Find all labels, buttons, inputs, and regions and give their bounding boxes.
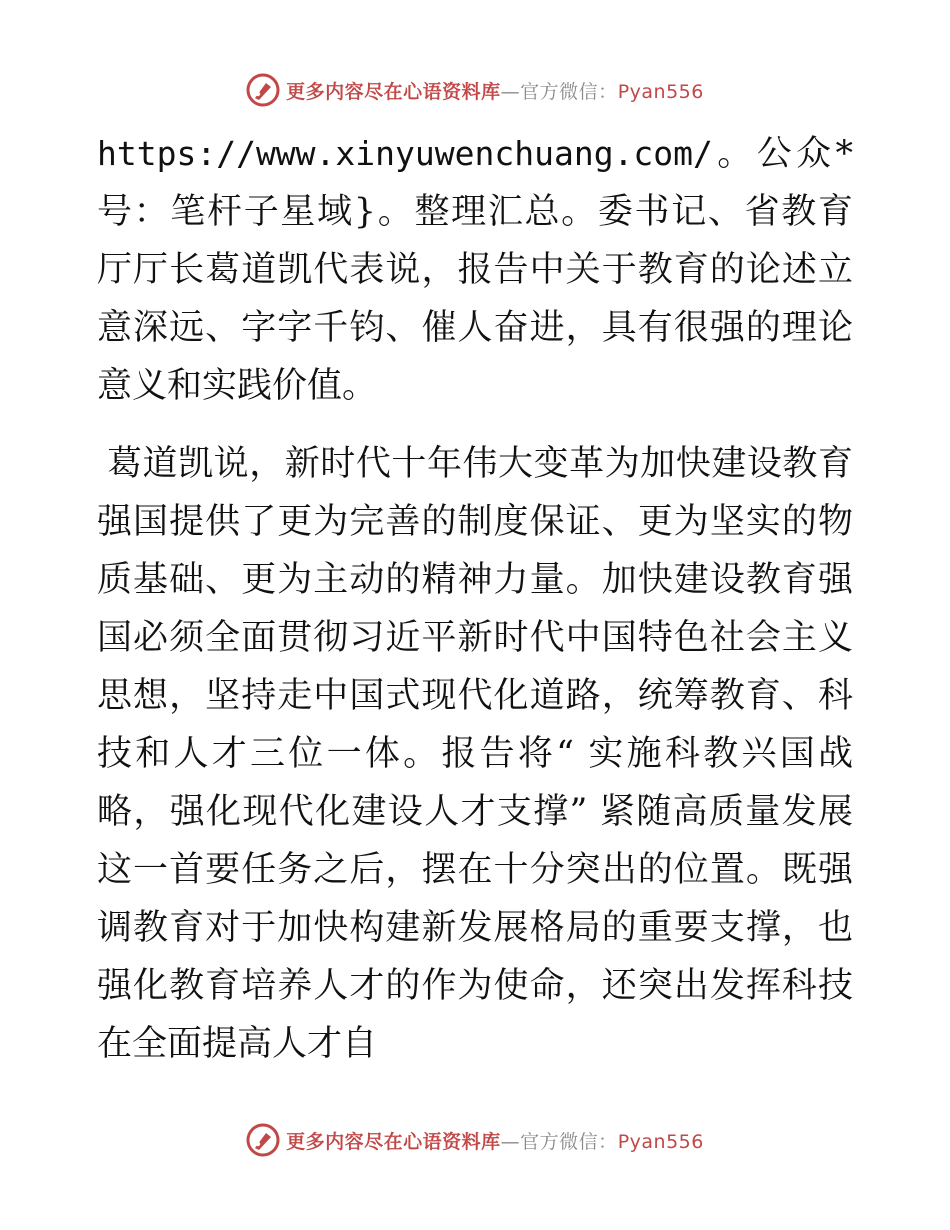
banner-separator: —	[500, 1130, 521, 1153]
pen-nib-circle-icon	[246, 73, 280, 107]
banner-wechat-id: Pyan556	[617, 1130, 704, 1153]
banner-wechat-label: 官方微信：	[520, 80, 618, 103]
website-url: https://www.xinyuwenchuang.com/	[97, 134, 713, 173]
banner-main-text: 更多内容尽在心语资料库	[286, 1130, 501, 1153]
paragraph-1	[97, 125, 853, 415]
paragraph-2: 葛道凯说，新时代十年伟大变革为加快建设教育强国提供了更为完善的制度保证、更为坚实的物质基础、更为主动的精神力量。加快建设教育强国必须全面贯彻习近平新时代中国特色社会主义思想，坚持走中国式现代化道路，统筹教育、科技和人才三位一体。报告将“ 实施科教兴国战略，强化现代化建设人才支撑” 紧随高质量发展这一首要任务之后，摆在十分突出的位置。既强调教育对于加快构建新发展格局的重要支撑，也强化教育培养人才的作为使命，还突出发挥科技在全面提高人才自	[97, 444, 853, 1064]
document-body	[97, 125, 853, 1073]
pen-nib-circle-icon	[246, 1123, 280, 1157]
banner-wechat-id: Pyan556	[617, 80, 704, 103]
banner-main-text: 更多内容尽在心语资料库	[286, 80, 501, 103]
banner-wechat-label: 官方微信：	[520, 1130, 618, 1153]
banner-separator: —	[500, 80, 521, 103]
banner-text	[286, 1127, 704, 1154]
banner-text	[286, 77, 704, 104]
footer-banner	[0, 1120, 950, 1160]
header-banner	[0, 70, 950, 110]
paragraph-1-text: 。公众*号：笔杆子星域}。整理汇总。委书记、省教育厅厅长葛道凯代表说，报告中关于教育的论述立意深远、字字千钧、催人奋进，具有很强的理论意义和实践价值。	[97, 134, 853, 406]
